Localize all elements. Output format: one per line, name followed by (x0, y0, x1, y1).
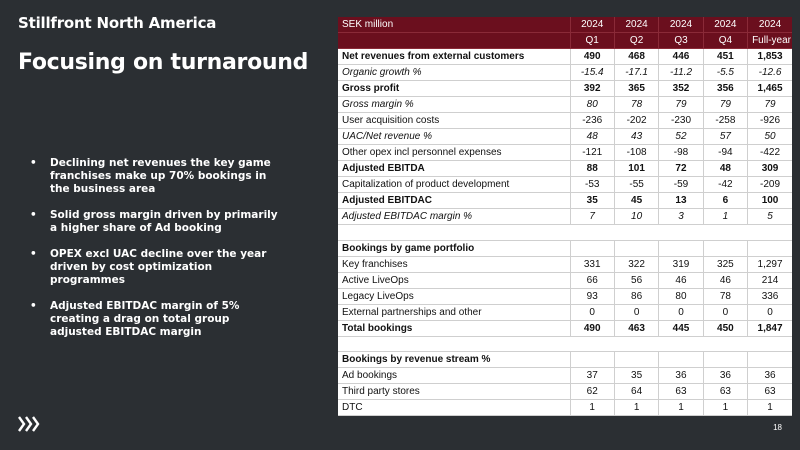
row-value: 43 (614, 129, 658, 145)
row-label: Gross margin % (338, 97, 570, 113)
table-row (338, 81, 792, 97)
period-header: Q2 (614, 33, 658, 49)
table-row (338, 193, 792, 209)
row-value: 446 (659, 49, 703, 65)
financial-table (338, 17, 792, 416)
table-row (338, 49, 792, 65)
row-label (338, 225, 570, 241)
row-value: 100 (748, 193, 792, 209)
row-label: Adjusted EBITDA (338, 161, 570, 177)
row-value: 35 (570, 193, 614, 209)
row-value: 45 (614, 193, 658, 209)
table-row (338, 240, 792, 256)
bullet-item: • Solid gross margin driven by primarily a higher share of Ad booking (28, 209, 278, 235)
stillfront-logo-icon (18, 416, 40, 432)
row-value (570, 336, 614, 352)
row-value: 7 (570, 209, 614, 225)
row-value: -236 (570, 113, 614, 129)
row-value: -53 (570, 177, 614, 193)
company-name: Stillfront North America (18, 14, 217, 32)
row-value: 52 (659, 129, 703, 145)
row-value: 36 (659, 368, 703, 384)
row-value: 80 (570, 97, 614, 113)
row-value (748, 240, 792, 256)
row-value: 36 (748, 368, 792, 384)
table-row (338, 368, 792, 384)
row-value (614, 352, 658, 368)
row-value (748, 352, 792, 368)
row-label: User acquisition costs (338, 113, 570, 129)
row-value: 1 (614, 400, 658, 416)
row-label: Key franchises (338, 256, 570, 272)
year-header: 2024 (570, 17, 614, 33)
row-value: 78 (703, 288, 747, 304)
row-value: 64 (614, 384, 658, 400)
row-value: 56 (614, 272, 658, 288)
row-value: -258 (703, 113, 747, 129)
row-value (659, 240, 703, 256)
row-value: -230 (659, 113, 703, 129)
row-value (659, 225, 703, 241)
table-row (338, 97, 792, 113)
row-value: 392 (570, 81, 614, 97)
row-value: -121 (570, 145, 614, 161)
row-value: 1,853 (748, 49, 792, 65)
row-value: 445 (659, 320, 703, 336)
row-value: 352 (659, 81, 703, 97)
row-value: -98 (659, 145, 703, 161)
row-value: 3 (659, 209, 703, 225)
row-label: Active LiveOps (338, 272, 570, 288)
row-label: External partnerships and other (338, 304, 570, 320)
row-value: 1 (703, 209, 747, 225)
row-value: 72 (659, 161, 703, 177)
row-value: 0 (659, 304, 703, 320)
table-row (338, 113, 792, 129)
row-value: 63 (703, 384, 747, 400)
row-value: 48 (570, 129, 614, 145)
period-spacer (338, 33, 570, 49)
row-value (570, 352, 614, 368)
row-value (748, 336, 792, 352)
row-value: 1 (748, 400, 792, 416)
row-value: 63 (748, 384, 792, 400)
bullet-list (28, 157, 278, 352)
row-value (703, 352, 747, 368)
period-header: Q1 (570, 33, 614, 49)
period-header: Q4 (703, 33, 747, 49)
row-value: 463 (614, 320, 658, 336)
table-row (338, 177, 792, 193)
row-value (614, 336, 658, 352)
row-value: 46 (703, 272, 747, 288)
row-value: -12.6 (748, 65, 792, 81)
row-value: 331 (570, 256, 614, 272)
row-value: 79 (748, 97, 792, 113)
row-label: UAC/Net revenue % (338, 129, 570, 145)
row-value: 1,465 (748, 81, 792, 97)
row-label: Adjusted EBITDAC margin % (338, 209, 570, 225)
table-spacer-row (338, 336, 792, 352)
year-header: 2024 (614, 17, 658, 33)
row-value: 0 (748, 304, 792, 320)
row-value: 50 (748, 129, 792, 145)
row-value (703, 336, 747, 352)
year-header: 2024 (703, 17, 747, 33)
row-label: Total bookings (338, 320, 570, 336)
row-label: Adjusted EBITDAC (338, 193, 570, 209)
table-row (338, 145, 792, 161)
table-row (338, 400, 792, 416)
unit-label: SEK million (338, 17, 570, 33)
row-value (703, 225, 747, 241)
row-value: 63 (659, 384, 703, 400)
row-value: -108 (614, 145, 658, 161)
row-value: 451 (703, 49, 747, 65)
row-label: Gross profit (338, 81, 570, 97)
row-value: 79 (703, 97, 747, 113)
row-value: 93 (570, 288, 614, 304)
row-value: 13 (659, 193, 703, 209)
table-row (338, 272, 792, 288)
row-label: Organic growth % (338, 65, 570, 81)
row-value: 36 (703, 368, 747, 384)
row-value (570, 225, 614, 241)
row-value: 5 (748, 209, 792, 225)
row-value: -422 (748, 145, 792, 161)
row-value: 322 (614, 256, 658, 272)
row-value: 490 (570, 320, 614, 336)
row-value (659, 352, 703, 368)
row-value: 356 (703, 81, 747, 97)
row-value (703, 240, 747, 256)
year-header: 2024 (659, 17, 703, 33)
row-value: 214 (748, 272, 792, 288)
row-value: 80 (659, 288, 703, 304)
table-header-row (338, 17, 792, 33)
row-value: -926 (748, 113, 792, 129)
bullet-item: • OPEX excl UAC decline over the year driven by cost optimization programmes (28, 248, 278, 287)
page-title: Focusing on turnaround (18, 50, 309, 75)
row-value: 490 (570, 49, 614, 65)
row-value: 35 (614, 368, 658, 384)
row-value: 6 (703, 193, 747, 209)
table-row (338, 161, 792, 177)
row-value: 66 (570, 272, 614, 288)
row-value: -202 (614, 113, 658, 129)
period-header: Full-year (748, 33, 792, 49)
year-header: 2024 (748, 17, 792, 33)
row-label: Ad bookings (338, 368, 570, 384)
row-value: 57 (703, 129, 747, 145)
row-value: -55 (614, 177, 658, 193)
row-value: 1 (659, 400, 703, 416)
row-value: 79 (659, 97, 703, 113)
table-row (338, 256, 792, 272)
row-value: 319 (659, 256, 703, 272)
table-row (338, 352, 792, 368)
row-label: Capitalization of product development (338, 177, 570, 193)
row-label (338, 336, 570, 352)
row-value: -209 (748, 177, 792, 193)
table-row (338, 288, 792, 304)
row-label: Other opex incl personnel expenses (338, 145, 570, 161)
row-label: Legacy LiveOps (338, 288, 570, 304)
row-value: -15.4 (570, 65, 614, 81)
row-value: 0 (614, 304, 658, 320)
row-value: 325 (703, 256, 747, 272)
row-value: 48 (703, 161, 747, 177)
row-value: 336 (748, 288, 792, 304)
row-label: Bookings by game portfolio (338, 240, 570, 256)
left-panel (0, 0, 330, 450)
row-value: 450 (703, 320, 747, 336)
row-value: 1 (570, 400, 614, 416)
table-row (338, 384, 792, 400)
table-row (338, 209, 792, 225)
row-value: -11.2 (659, 65, 703, 81)
row-value: 86 (614, 288, 658, 304)
row-value: 10 (614, 209, 658, 225)
row-value (570, 240, 614, 256)
row-label: Third party stores (338, 384, 570, 400)
row-value: -42 (703, 177, 747, 193)
row-value: 88 (570, 161, 614, 177)
row-value: -17.1 (614, 65, 658, 81)
row-label: Net revenues from external customers (338, 49, 570, 65)
row-value (614, 240, 658, 256)
row-value: 1,847 (748, 320, 792, 336)
table-row (338, 65, 792, 81)
row-value: 365 (614, 81, 658, 97)
row-value: 37 (570, 368, 614, 384)
page-number: 18 (773, 423, 782, 432)
table-row (338, 129, 792, 145)
row-label: Bookings by revenue stream % (338, 352, 570, 368)
bullet-item: • Adjusted EBITDAC margin of 5% creating a drag on total group adjusted EBITDAC margin (28, 300, 278, 339)
row-value (748, 225, 792, 241)
row-value (614, 225, 658, 241)
row-value: 309 (748, 161, 792, 177)
table-row (338, 304, 792, 320)
table-period-row (338, 33, 792, 49)
bullet-item: • Declining net revenues the key game franchises make up 70% bookings in the business area (28, 157, 278, 196)
row-value (659, 336, 703, 352)
row-value: 62 (570, 384, 614, 400)
row-value: 1 (703, 400, 747, 416)
row-value: 1,297 (748, 256, 792, 272)
row-value: -59 (659, 177, 703, 193)
row-value: 0 (570, 304, 614, 320)
row-value: -5.5 (703, 65, 747, 81)
row-value: 468 (614, 49, 658, 65)
row-value: 0 (703, 304, 747, 320)
row-label: DTC (338, 400, 570, 416)
row-value: 101 (614, 161, 658, 177)
row-value: -94 (703, 145, 747, 161)
period-header: Q3 (659, 33, 703, 49)
table-spacer-row (338, 225, 792, 241)
row-value: 46 (659, 272, 703, 288)
row-value: 78 (614, 97, 658, 113)
table-row (338, 320, 792, 336)
